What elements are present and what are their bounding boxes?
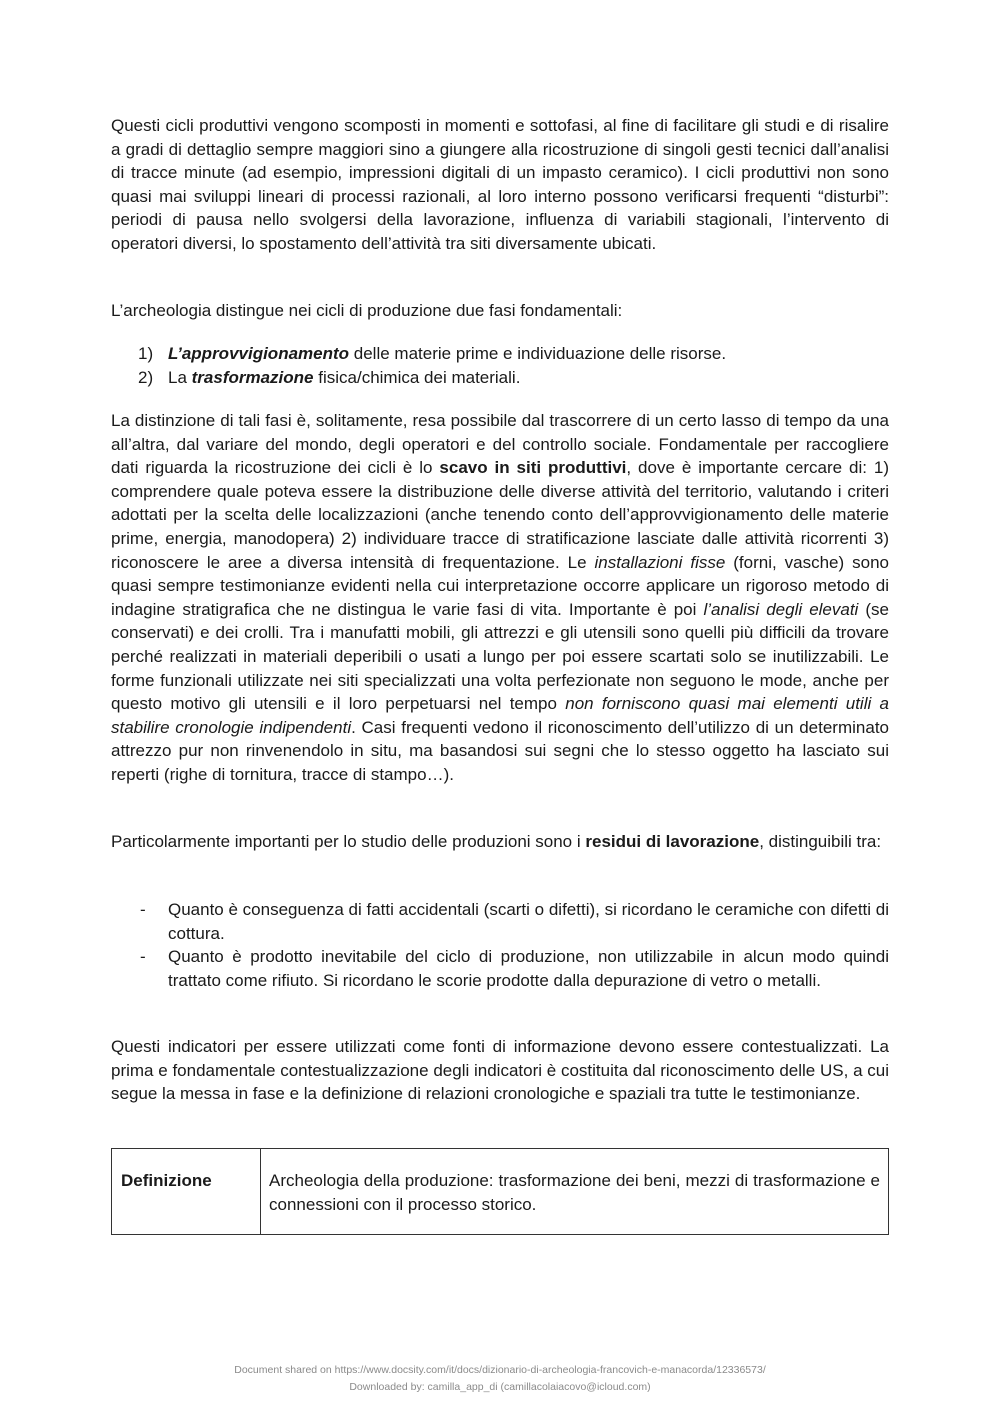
emphasis-term: trasformazione xyxy=(191,367,314,387)
footer-shared-link: Document shared on https://www.docsity.com/it/docs/dizionario-di-archeologia-francovich-e-manacorda/12336573/ xyxy=(234,1364,766,1376)
list-item xyxy=(111,342,889,366)
dash-bullet: - xyxy=(140,900,146,919)
italic-term: installazioni fisse xyxy=(594,552,726,572)
list-number: 1) xyxy=(138,344,154,363)
list-item-text: Quanto è conseguenza di fatti accidentali (scarti o difetti), si ricordano le ceramiche con difetti di cottura. xyxy=(168,900,889,943)
paragraph-residui xyxy=(111,830,889,854)
list-item xyxy=(111,945,889,992)
list-item-text: delle materie prime e individuazione delle risorse. xyxy=(349,344,727,363)
bullet-list-residui xyxy=(111,898,889,992)
text-run: , dove è importante cercare di: 1) comprendere quale poteva essere la distribuzione delle diverse attività del territorio, valutando i criteri adottati per la scelta delle localizzazioni (anche tenendo conto dell’approvvigionamento delle materie prime, energia, manodopera) 2) individuare tracce di stratificazione lasciate dalle attività ricorrenti 3) riconoscere le aree a diversa intensità di frequentazione. Le xyxy=(111,458,890,572)
text-run: (se conservati) e dei crolli. Tra i manufatti mobili, gli attrezzi e gli utensili sono quelli più difficili da trovare perché realizzati in materiali deperibili o usati a lungo per poi essere scartati solo se inutilizzabili. Le forme funzionali utilizzate nei siti specializzati una volta perfezionate non seguono le mode, anche per questo motivo gli utensili e il loro perpetuarsi nel tempo xyxy=(111,599,890,714)
list-number: 2) xyxy=(138,367,154,387)
text-run: (forni, vasche) sono quasi sempre testimonianze evidenti nella cui interpretazione occorre applicare un rigoroso metodo di indagine stratigrafica che ne distingua le varie fasi di vita. Importante è poi xyxy=(111,552,889,619)
italic-term: non forniscono quasi mai elementi utili a stabilire cronologie indipendenti xyxy=(111,694,889,737)
list-item xyxy=(111,366,889,390)
definition-table xyxy=(111,1148,889,1235)
list-item xyxy=(111,898,889,945)
definition-label: Definizione xyxy=(112,1149,261,1234)
italic-term: l’analisi degli elevati xyxy=(703,599,859,619)
paragraph-indicatori: Questi indicatori per essere utilizzati come fonti di informazione devono essere contestualizzati. La prima e fondamentale contestualizzazione degli indicatori è costituita dal riconoscimento delle US, a cui segue la messa in fase e la definizione di relazioni cronologiche e spaziali tra tutte le testimonianze. xyxy=(111,1037,889,1104)
emphasis-term: L’approvvigionamento xyxy=(168,344,350,363)
list-item-prefix: La xyxy=(168,367,192,387)
ordered-list-fasi xyxy=(111,342,889,389)
bold-term: scavo in siti produttivi xyxy=(439,458,627,478)
text-run: Particolarmente importanti per lo studio delle produzioni sono i xyxy=(111,832,586,851)
text-run: . Casi frequenti vedono il riconoscimento dell’utilizzo di un determinato attrezzo pur non rinvenendolo in situ, ma basandosi sui segni che lo stesso oggetto ha lasciato sui reperti (righe di tornitura, tracce di stampo…). xyxy=(111,717,889,784)
bold-term: residui di lavorazione xyxy=(585,832,760,851)
paragraph-cicli-produttivi: Questi cicli produttivi vengono scomposti in momenti e sottofasi, al fine di facilitare gli studi e di risalire a gradi di dettaglio sempre maggiori sino a giungere alla ricostruzione di singoli gesti tecnici dall’analisi di tracce minute (ad esempio, impressioni digitali di un impasto ceramico). I cicli produttivi non sono quasi mai sviluppi lineari di processi razionali, al loro interno possono verificarsi frequenti “disturbi”: periodi di pausa nello svolgersi della lavorazione, influenza di variabili stagionali, l’intervento di operatori diversi, lo spostamento dell’attività tra siti diversamente ubicati. xyxy=(111,116,889,253)
definition-text: Archeologia della produzione: trasformazione dei beni, mezzi di trasformazione e connessioni con il processo storico. xyxy=(269,1171,880,1214)
paragraph-distinzione-fasi xyxy=(111,409,889,787)
list-item-text: fisica/chimica dei materiali. xyxy=(313,367,521,387)
list-item-text: Quanto è prodotto inevitabile del ciclo di produzione, non utilizzabile in alcun modo quindi trattato come rifiuto. Si ricordano le scorie prodotte dalla depurazione di vetro o metalli. xyxy=(168,947,889,990)
footer-downloaded-by: Downloaded by: camilla_app_di (camillacolaiacovo@icloud.com) xyxy=(349,1381,651,1393)
text-run: La distinzione di tali fasi è, solitamente, resa possibile dal trascorrere di un certo lasso di tempo da una all’altra, dal variare del mondo, degli operatori e del controllo sociale. Fondamentale per raccogliere dati riguarda la ricostruzione dei cicli è lo xyxy=(111,411,889,478)
paragraph-fasi-intro: L’archeologia distingue nei cicli di produzione due fasi fondamentali: xyxy=(111,301,623,320)
dash-bullet: - xyxy=(140,947,146,967)
footer xyxy=(0,1362,1000,1396)
text-run: , distinguibili tra: xyxy=(759,832,882,851)
